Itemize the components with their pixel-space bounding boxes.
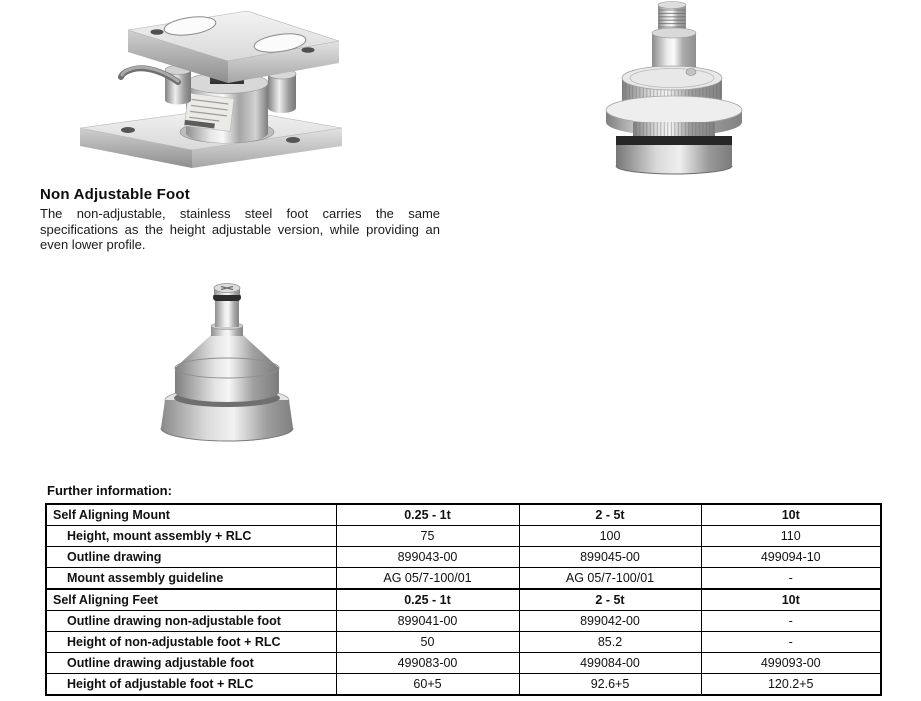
- value-cell: 899042-00: [519, 611, 701, 632]
- non-adjustable-foot-drawing: [155, 280, 305, 452]
- value-cell: 10t: [701, 589, 881, 611]
- self-aligning-mount-drawing: [80, 8, 345, 168]
- row-label-cell: Height of adjustable foot + RLC: [46, 674, 336, 696]
- table-row: [46, 568, 881, 590]
- value-cell: 10t: [701, 504, 881, 526]
- value-cell: 110: [701, 526, 881, 547]
- table-row: [46, 632, 881, 653]
- value-cell: 499093-00: [701, 653, 881, 674]
- row-label-cell: Height, mount assembly + RLC: [46, 526, 336, 547]
- value-cell: 0.25 - 1t: [336, 589, 519, 611]
- section-heading: Non Adjustable Foot: [40, 186, 190, 203]
- value-cell: 499083-00: [336, 653, 519, 674]
- value-cell: 2 - 5t: [519, 589, 701, 611]
- value-cell: 92.6+5: [519, 674, 701, 696]
- table-row: [46, 547, 881, 568]
- table-row: [46, 674, 881, 696]
- value-cell: AG 05/7-100/01: [336, 568, 519, 590]
- row-label-cell: Height of non-adjustable foot + RLC: [46, 632, 336, 653]
- value-cell: -: [701, 632, 881, 653]
- value-cell: 75: [336, 526, 519, 547]
- non-adjustable-foot-photo: [155, 280, 305, 452]
- specification-table: [45, 503, 882, 696]
- value-cell: 120.2+5: [701, 674, 881, 696]
- row-label-cell: Outline drawing adjustable foot: [46, 653, 336, 674]
- row-label-cell: Outline drawing: [46, 547, 336, 568]
- value-cell: 60+5: [336, 674, 519, 696]
- table-section-row: [46, 504, 881, 526]
- value-cell: 499094-10: [701, 547, 881, 568]
- self-aligning-mount-photo: [80, 8, 345, 168]
- section-body-text: The non-adjustable, stainless steel foot carries the same specifications as the height adjustable version, while providing an even lower profile.: [40, 206, 440, 252]
- value-cell: 2 - 5t: [519, 504, 701, 526]
- table-row: [46, 653, 881, 674]
- value-cell: 100: [519, 526, 701, 547]
- value-cell: 899043-00: [336, 547, 519, 568]
- row-label-cell: Outline drawing non-adjustable foot: [46, 611, 336, 632]
- table-section-row: [46, 589, 881, 611]
- value-cell: 85.2: [519, 632, 701, 653]
- table-row: [46, 526, 881, 547]
- value-cell: 499084-00: [519, 653, 701, 674]
- value-cell: -: [701, 568, 881, 590]
- value-cell: 0.25 - 1t: [336, 504, 519, 526]
- value-cell: AG 05/7-100/01: [519, 568, 701, 590]
- value-cell: 899041-00: [336, 611, 519, 632]
- further-information-label: Further information:: [47, 483, 172, 498]
- value-cell: 50: [336, 632, 519, 653]
- row-label-cell: Self Aligning Feet: [46, 589, 336, 611]
- row-label-cell: Mount assembly guideline: [46, 568, 336, 590]
- adjustable-foot-photo: [590, 0, 755, 175]
- adjustable-foot-drawing: [590, 0, 755, 175]
- row-label-cell: Self Aligning Mount: [46, 504, 336, 526]
- value-cell: 899045-00: [519, 547, 701, 568]
- table-row: [46, 611, 881, 632]
- value-cell: -: [701, 611, 881, 632]
